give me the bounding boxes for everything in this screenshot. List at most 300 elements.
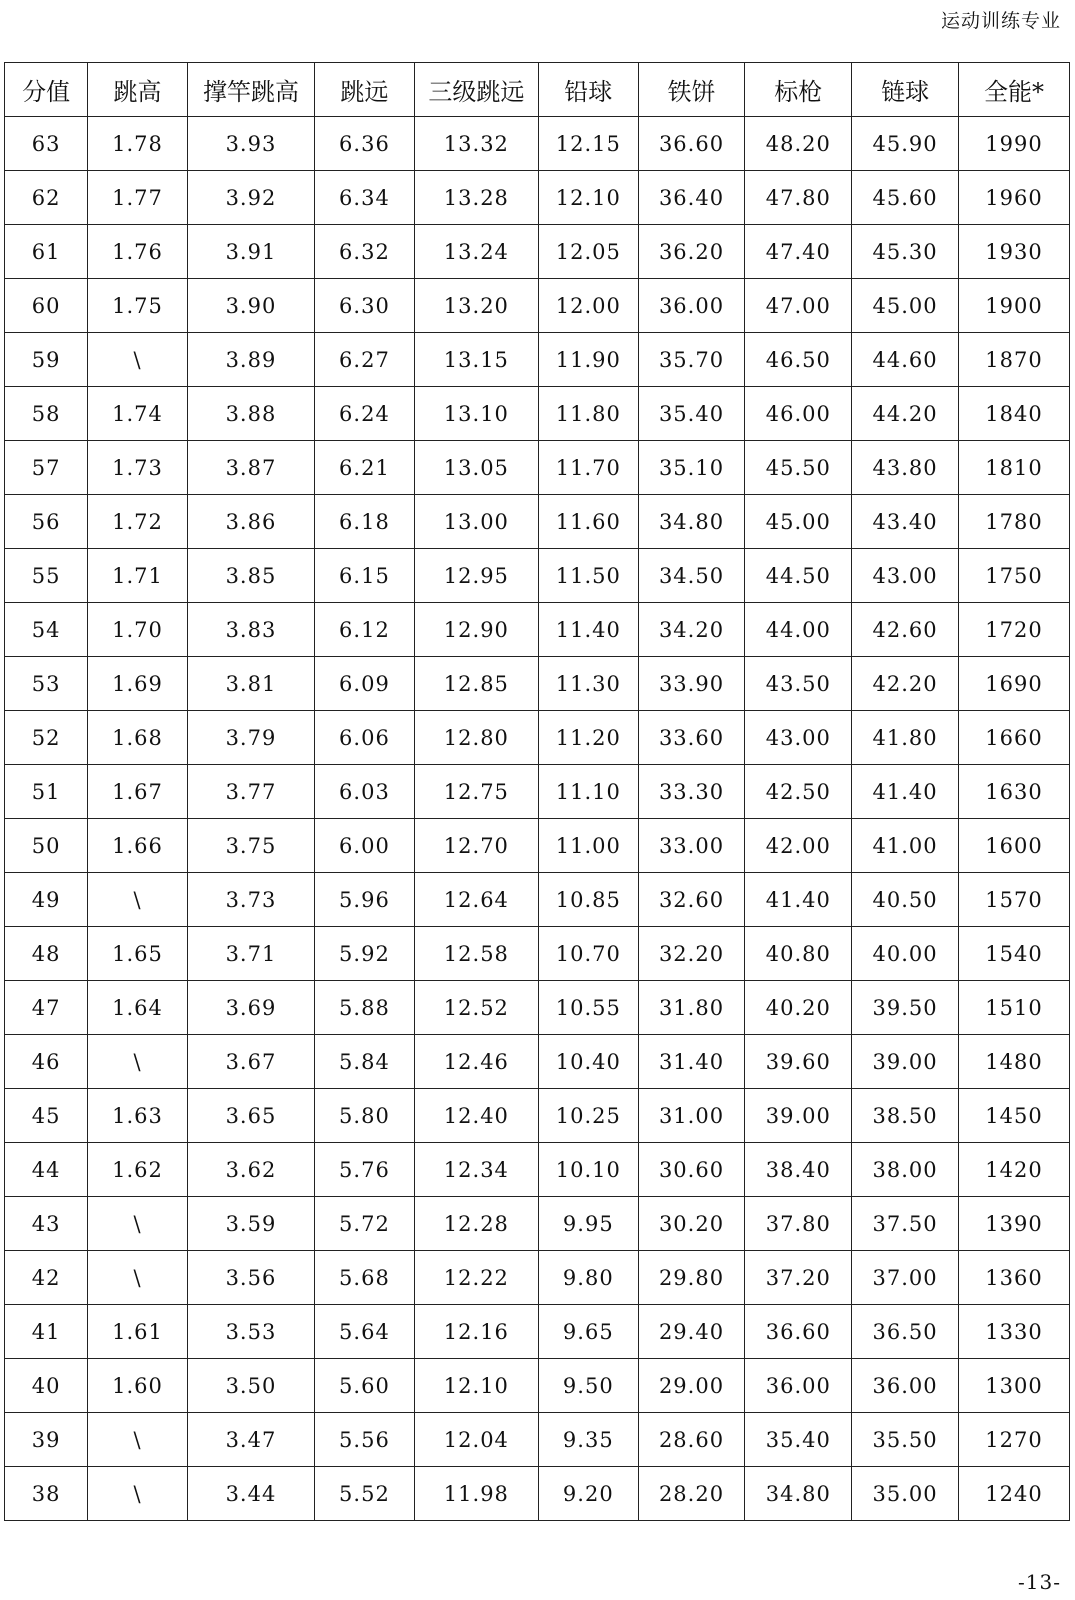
- table-cell: 36.20: [638, 225, 745, 279]
- table-cell: 44.20: [852, 387, 959, 441]
- table-cell: 12.64: [414, 873, 538, 927]
- table-cell: 3.83: [187, 603, 314, 657]
- column-header-triple-jump: 三级跳远: [414, 63, 538, 117]
- score-cell: 59: [5, 333, 88, 387]
- table-cell: \: [88, 873, 188, 927]
- table-cell: 1.72: [88, 495, 188, 549]
- table-cell: 9.80: [539, 1251, 639, 1305]
- table-cell: 3.62: [187, 1143, 314, 1197]
- table-cell: 1.60: [88, 1359, 188, 1413]
- table-cell: 42.20: [852, 657, 959, 711]
- score-cell: 52: [5, 711, 88, 765]
- table-cell: 12.28: [414, 1197, 538, 1251]
- table-cell: 1750: [959, 549, 1070, 603]
- score-cell: 61: [5, 225, 88, 279]
- table-cell: 5.92: [315, 927, 415, 981]
- table-cell: 1480: [959, 1035, 1070, 1089]
- table-cell: 43.40: [852, 495, 959, 549]
- table-cell: 3.92: [187, 171, 314, 225]
- table-cell: 33.00: [638, 819, 745, 873]
- table-cell: 45.60: [852, 171, 959, 225]
- table-cell: 1.61: [88, 1305, 188, 1359]
- table-cell: 1.67: [88, 765, 188, 819]
- score-cell: 58: [5, 387, 88, 441]
- table-cell: 31.40: [638, 1035, 745, 1089]
- table-cell: 12.70: [414, 819, 538, 873]
- table-cell: 28.60: [638, 1413, 745, 1467]
- table-cell: 3.93: [187, 117, 314, 171]
- column-header-hammer: 链球: [852, 63, 959, 117]
- table-cell: 12.22: [414, 1251, 538, 1305]
- table-cell: 33.90: [638, 657, 745, 711]
- table-cell: \: [88, 1035, 188, 1089]
- table-cell: 1.69: [88, 657, 188, 711]
- table-cell: 37.50: [852, 1197, 959, 1251]
- score-cell: 62: [5, 171, 88, 225]
- table-row: [5, 549, 1070, 603]
- table-cell: 12.15: [539, 117, 639, 171]
- table-row: [5, 819, 1070, 873]
- table-cell: 12.90: [414, 603, 538, 657]
- table-cell: 1630: [959, 765, 1070, 819]
- table-row: [5, 225, 1070, 279]
- table-cell: 1.77: [88, 171, 188, 225]
- table-cell: 3.75: [187, 819, 314, 873]
- table-row: [5, 171, 1070, 225]
- table-row: [5, 117, 1070, 171]
- table-cell: 11.98: [414, 1467, 538, 1521]
- table-cell: 31.80: [638, 981, 745, 1035]
- table-cell: 34.80: [638, 495, 745, 549]
- table-row: [5, 1467, 1070, 1521]
- table-cell: 32.60: [638, 873, 745, 927]
- table-cell: 1.68: [88, 711, 188, 765]
- table-cell: 6.06: [315, 711, 415, 765]
- table-cell: 1240: [959, 1467, 1070, 1521]
- table-cell: 3.67: [187, 1035, 314, 1089]
- score-cell: 38: [5, 1467, 88, 1521]
- table-cell: 5.68: [315, 1251, 415, 1305]
- table-cell: 34.80: [745, 1467, 852, 1521]
- score-cell: 51: [5, 765, 88, 819]
- table-cell: 6.36: [315, 117, 415, 171]
- score-cell: 42: [5, 1251, 88, 1305]
- table-cell: 3.69: [187, 981, 314, 1035]
- table-cell: 13.20: [414, 279, 538, 333]
- table-cell: 6.30: [315, 279, 415, 333]
- table-cell: 10.55: [539, 981, 639, 1035]
- table-cell: 36.40: [638, 171, 745, 225]
- table-header-row: [5, 63, 1070, 117]
- table-cell: 10.10: [539, 1143, 639, 1197]
- table-cell: 33.30: [638, 765, 745, 819]
- table-cell: 1600: [959, 819, 1070, 873]
- table-cell: 31.00: [638, 1089, 745, 1143]
- table-cell: 35.40: [638, 387, 745, 441]
- table-cell: 1570: [959, 873, 1070, 927]
- column-header-javelin: 标枪: [745, 63, 852, 117]
- column-header-discus: 铁饼: [638, 63, 745, 117]
- table-row: [5, 927, 1070, 981]
- table-cell: 11.50: [539, 549, 639, 603]
- table-cell: 1870: [959, 333, 1070, 387]
- score-cell: 60: [5, 279, 88, 333]
- table-cell: 32.20: [638, 927, 745, 981]
- table-cell: 35.70: [638, 333, 745, 387]
- table-cell: 37.20: [745, 1251, 852, 1305]
- score-cell: 46: [5, 1035, 88, 1089]
- table-cell: 3.56: [187, 1251, 314, 1305]
- table-row: [5, 1089, 1070, 1143]
- table-cell: 46.00: [745, 387, 852, 441]
- table-row: [5, 1251, 1070, 1305]
- table-cell: 43.80: [852, 441, 959, 495]
- table-cell: 12.75: [414, 765, 538, 819]
- table-cell: 3.79: [187, 711, 314, 765]
- table-cell: 1780: [959, 495, 1070, 549]
- table-cell: 35.00: [852, 1467, 959, 1521]
- table-cell: 45.50: [745, 441, 852, 495]
- table-cell: 3.47: [187, 1413, 314, 1467]
- table-cell: 41.80: [852, 711, 959, 765]
- table-cell: 39.50: [852, 981, 959, 1035]
- table-cell: 36.00: [638, 279, 745, 333]
- table-cell: 45.00: [852, 279, 959, 333]
- table-cell: 3.73: [187, 873, 314, 927]
- table-cell: 43.00: [852, 549, 959, 603]
- table-row: [5, 1305, 1070, 1359]
- table-cell: 30.20: [638, 1197, 745, 1251]
- table-row: [5, 1143, 1070, 1197]
- table-cell: 36.00: [852, 1359, 959, 1413]
- table-cell: 1840: [959, 387, 1070, 441]
- table-cell: 6.21: [315, 441, 415, 495]
- score-cell: 44: [5, 1143, 88, 1197]
- table-cell: 46.50: [745, 333, 852, 387]
- table-cell: 1540: [959, 927, 1070, 981]
- score-cell: 39: [5, 1413, 88, 1467]
- table-cell: 35.40: [745, 1413, 852, 1467]
- table-cell: 6.24: [315, 387, 415, 441]
- table-cell: 9.95: [539, 1197, 639, 1251]
- table-cell: 12.52: [414, 981, 538, 1035]
- table-cell: 29.40: [638, 1305, 745, 1359]
- column-header-pole-vault: 撑竿跳高: [187, 63, 314, 117]
- table-cell: 38.40: [745, 1143, 852, 1197]
- table-cell: 44.00: [745, 603, 852, 657]
- table-row: [5, 765, 1070, 819]
- table-cell: 1.62: [88, 1143, 188, 1197]
- table-cell: 3.88: [187, 387, 314, 441]
- table-cell: 12.40: [414, 1089, 538, 1143]
- table-cell: 3.50: [187, 1359, 314, 1413]
- table-cell: 11.40: [539, 603, 639, 657]
- table-cell: 36.50: [852, 1305, 959, 1359]
- table-cell: 41.40: [852, 765, 959, 819]
- table-cell: 1.76: [88, 225, 188, 279]
- score-cell: 63: [5, 117, 88, 171]
- score-cell: 50: [5, 819, 88, 873]
- table-row: [5, 333, 1070, 387]
- table-cell: 1270: [959, 1413, 1070, 1467]
- table-cell: 9.65: [539, 1305, 639, 1359]
- table-cell: 3.81: [187, 657, 314, 711]
- table-cell: 12.85: [414, 657, 538, 711]
- table-cell: 1330: [959, 1305, 1070, 1359]
- table-row: [5, 441, 1070, 495]
- table-cell: 3.89: [187, 333, 314, 387]
- column-header-shot-put: 铅球: [539, 63, 639, 117]
- table-cell: 29.80: [638, 1251, 745, 1305]
- table-cell: 37.00: [852, 1251, 959, 1305]
- table-cell: 5.88: [315, 981, 415, 1035]
- table-cell: 13.00: [414, 495, 538, 549]
- table-cell: 41.00: [852, 819, 959, 873]
- table-cell: 3.65: [187, 1089, 314, 1143]
- table-cell: 42.50: [745, 765, 852, 819]
- column-header-high-jump: 跳高: [88, 63, 188, 117]
- table-cell: 5.52: [315, 1467, 415, 1521]
- score-cell: 56: [5, 495, 88, 549]
- table-cell: 9.35: [539, 1413, 639, 1467]
- table-cell: 1930: [959, 225, 1070, 279]
- table-row: [5, 279, 1070, 333]
- table-cell: \: [88, 1467, 188, 1521]
- table-cell: 12.95: [414, 549, 538, 603]
- table-row: [5, 711, 1070, 765]
- table-row: [5, 1359, 1070, 1413]
- table-cell: 1720: [959, 603, 1070, 657]
- table-cell: 39.00: [745, 1089, 852, 1143]
- table-cell: 43.50: [745, 657, 852, 711]
- table-cell: 1450: [959, 1089, 1070, 1143]
- table-cell: 3.53: [187, 1305, 314, 1359]
- table-row: [5, 657, 1070, 711]
- table-cell: 5.56: [315, 1413, 415, 1467]
- table-cell: 3.91: [187, 225, 314, 279]
- table-cell: 38.50: [852, 1089, 959, 1143]
- table-cell: 45.00: [745, 495, 852, 549]
- table-cell: 1300: [959, 1359, 1070, 1413]
- table-row: [5, 387, 1070, 441]
- table-cell: 39.00: [852, 1035, 959, 1089]
- score-table: [4, 62, 1070, 1521]
- table-cell: 1360: [959, 1251, 1070, 1305]
- table-cell: 33.60: [638, 711, 745, 765]
- table-cell: 12.10: [414, 1359, 538, 1413]
- table-cell: 3.59: [187, 1197, 314, 1251]
- table-cell: 34.20: [638, 603, 745, 657]
- score-cell: 53: [5, 657, 88, 711]
- table-cell: 1660: [959, 711, 1070, 765]
- score-cell: 54: [5, 603, 88, 657]
- table-cell: 47.00: [745, 279, 852, 333]
- table-cell: 3.77: [187, 765, 314, 819]
- column-header-score: 分值: [5, 63, 88, 117]
- score-cell: 49: [5, 873, 88, 927]
- table-cell: 3.85: [187, 549, 314, 603]
- table-cell: 42.60: [852, 603, 959, 657]
- table-cell: 12.10: [539, 171, 639, 225]
- table-cell: 1810: [959, 441, 1070, 495]
- table-cell: 47.80: [745, 171, 852, 225]
- table-cell: 40.50: [852, 873, 959, 927]
- table-cell: 3.86: [187, 495, 314, 549]
- table-row: [5, 603, 1070, 657]
- table-cell: 6.32: [315, 225, 415, 279]
- table-cell: 6.18: [315, 495, 415, 549]
- table-cell: 36.60: [638, 117, 745, 171]
- table-cell: 44.50: [745, 549, 852, 603]
- table-cell: 29.00: [638, 1359, 745, 1413]
- table-cell: 6.34: [315, 171, 415, 225]
- table-cell: 1.75: [88, 279, 188, 333]
- table-cell: 36.60: [745, 1305, 852, 1359]
- table-cell: 6.12: [315, 603, 415, 657]
- table-row: [5, 981, 1070, 1035]
- table-cell: 1.66: [88, 819, 188, 873]
- table-row: [5, 1035, 1070, 1089]
- score-cell: 40: [5, 1359, 88, 1413]
- table-cell: 11.90: [539, 333, 639, 387]
- table-cell: 1.64: [88, 981, 188, 1035]
- table-cell: 13.24: [414, 225, 538, 279]
- table-cell: 1990: [959, 117, 1070, 171]
- table-cell: 10.85: [539, 873, 639, 927]
- table-cell: 1690: [959, 657, 1070, 711]
- table-cell: 5.64: [315, 1305, 415, 1359]
- table-cell: 6.03: [315, 765, 415, 819]
- table-row: [5, 873, 1070, 927]
- table-body: [5, 117, 1070, 1521]
- table-cell: 35.10: [638, 441, 745, 495]
- table-cell: 12.80: [414, 711, 538, 765]
- column-header-long-jump: 跳远: [315, 63, 415, 117]
- table-cell: 5.80: [315, 1089, 415, 1143]
- table-cell: 40.20: [745, 981, 852, 1035]
- table-cell: 41.40: [745, 873, 852, 927]
- column-header-combined: 全能*: [959, 63, 1070, 117]
- table-cell: 1.73: [88, 441, 188, 495]
- table-cell: 1.71: [88, 549, 188, 603]
- table-cell: 39.60: [745, 1035, 852, 1089]
- table-cell: 13.10: [414, 387, 538, 441]
- table-cell: 1900: [959, 279, 1070, 333]
- table-row: [5, 1197, 1070, 1251]
- table-cell: 6.27: [315, 333, 415, 387]
- table-cell: 12.34: [414, 1143, 538, 1197]
- table-cell: 1510: [959, 981, 1070, 1035]
- score-cell: 47: [5, 981, 88, 1035]
- table-cell: 47.40: [745, 225, 852, 279]
- table-cell: 1.78: [88, 117, 188, 171]
- table-cell: 11.70: [539, 441, 639, 495]
- score-cell: 48: [5, 927, 88, 981]
- table-cell: 12.16: [414, 1305, 538, 1359]
- table-cell: 38.00: [852, 1143, 959, 1197]
- table-row: [5, 495, 1070, 549]
- table-cell: 6.15: [315, 549, 415, 603]
- table-cell: 12.58: [414, 927, 538, 981]
- table-cell: 1.74: [88, 387, 188, 441]
- table-cell: 13.15: [414, 333, 538, 387]
- table-cell: 10.70: [539, 927, 639, 981]
- table-cell: 45.30: [852, 225, 959, 279]
- table-cell: 40.00: [852, 927, 959, 981]
- table-cell: 44.60: [852, 333, 959, 387]
- table-cell: 36.00: [745, 1359, 852, 1413]
- table-cell: 3.71: [187, 927, 314, 981]
- table-cell: 3.44: [187, 1467, 314, 1521]
- table-cell: 5.76: [315, 1143, 415, 1197]
- table-cell: \: [88, 333, 188, 387]
- table-cell: 1390: [959, 1197, 1070, 1251]
- table-cell: 5.72: [315, 1197, 415, 1251]
- table-cell: 40.80: [745, 927, 852, 981]
- table-cell: 13.05: [414, 441, 538, 495]
- page-header-title: 运动训练专业: [940, 10, 1061, 32]
- table-cell: 9.50: [539, 1359, 639, 1413]
- score-cell: 43: [5, 1197, 88, 1251]
- table-cell: 11.60: [539, 495, 639, 549]
- table-cell: 3.87: [187, 441, 314, 495]
- score-cell: 41: [5, 1305, 88, 1359]
- table-cell: 11.10: [539, 765, 639, 819]
- table-cell: 12.46: [414, 1035, 538, 1089]
- table-cell: 48.20: [745, 117, 852, 171]
- table-cell: 37.80: [745, 1197, 852, 1251]
- table-cell: 11.20: [539, 711, 639, 765]
- table-cell: 45.90: [852, 117, 959, 171]
- table-cell: 43.00: [745, 711, 852, 765]
- table-cell: 1420: [959, 1143, 1070, 1197]
- table-cell: 1.63: [88, 1089, 188, 1143]
- table-cell: \: [88, 1197, 188, 1251]
- table-cell: \: [88, 1251, 188, 1305]
- page-number: -13-: [1018, 1570, 1061, 1594]
- table-cell: 34.50: [638, 549, 745, 603]
- score-cell: 45: [5, 1089, 88, 1143]
- table-cell: 12.05: [539, 225, 639, 279]
- table-row: [5, 1413, 1070, 1467]
- table-cell: \: [88, 1413, 188, 1467]
- table-cell: 9.20: [539, 1467, 639, 1521]
- score-cell: 57: [5, 441, 88, 495]
- table-cell: 6.00: [315, 819, 415, 873]
- table-cell: 30.60: [638, 1143, 745, 1197]
- table-cell: 5.84: [315, 1035, 415, 1089]
- table-cell: 11.30: [539, 657, 639, 711]
- table-cell: 12.00: [539, 279, 639, 333]
- table-cell: 42.00: [745, 819, 852, 873]
- table-cell: 5.60: [315, 1359, 415, 1413]
- table-cell: 13.32: [414, 117, 538, 171]
- table-cell: 10.25: [539, 1089, 639, 1143]
- table-cell: 6.09: [315, 657, 415, 711]
- table-cell: 28.20: [638, 1467, 745, 1521]
- table-cell: 12.04: [414, 1413, 538, 1467]
- table-cell: 1.70: [88, 603, 188, 657]
- table-cell: 35.50: [852, 1413, 959, 1467]
- table-cell: 1.65: [88, 927, 188, 981]
- table-cell: 11.80: [539, 387, 639, 441]
- table-cell: 13.28: [414, 171, 538, 225]
- table-cell: 5.96: [315, 873, 415, 927]
- table-cell: 11.00: [539, 819, 639, 873]
- table-cell: 10.40: [539, 1035, 639, 1089]
- table-cell: 3.90: [187, 279, 314, 333]
- table-cell: 1960: [959, 171, 1070, 225]
